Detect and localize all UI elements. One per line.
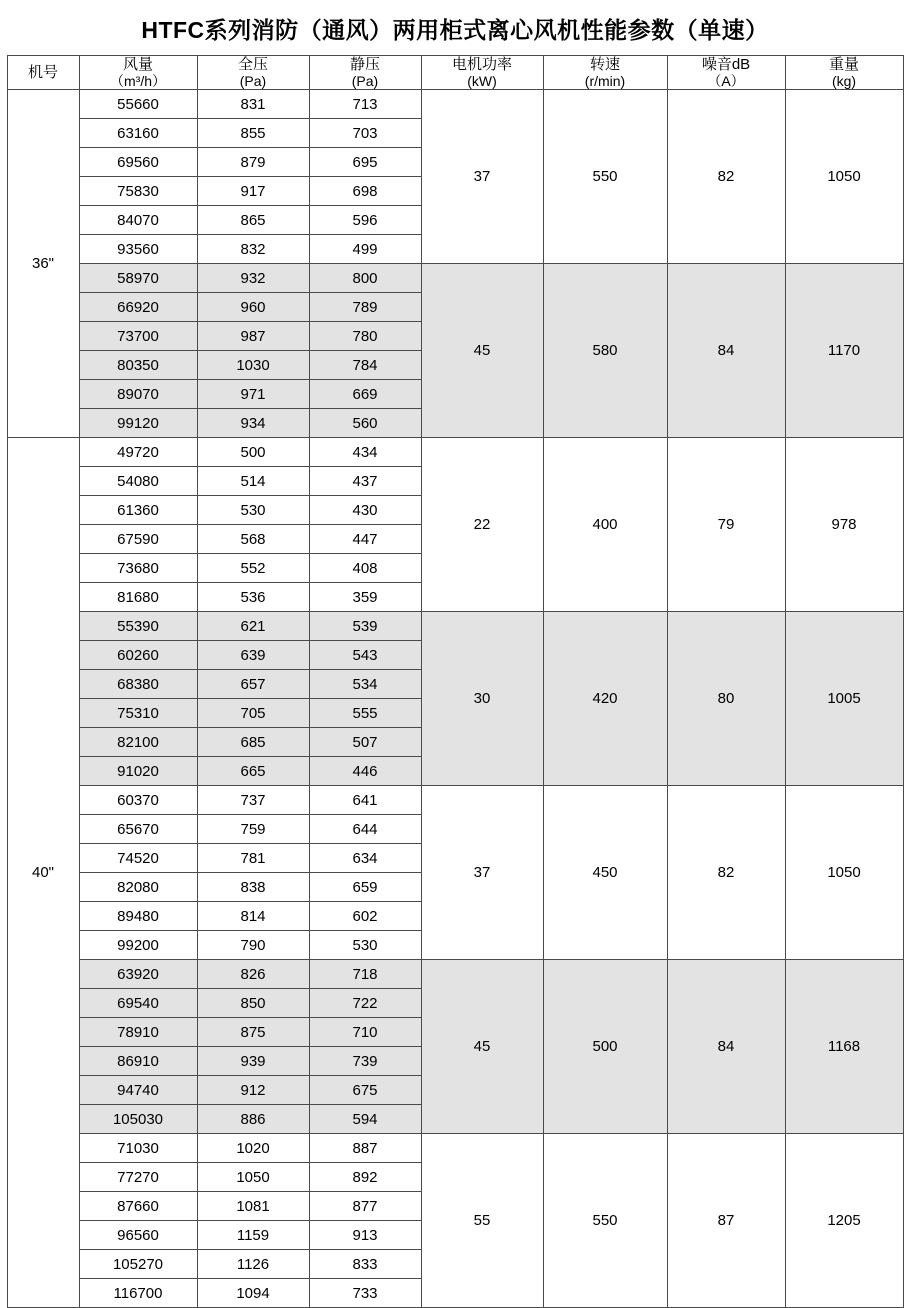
cell-total: 530 (197, 496, 309, 525)
cell-flow: 105030 (79, 1105, 197, 1134)
cell-total: 912 (197, 1076, 309, 1105)
cell-flow: 81680 (79, 583, 197, 612)
cell-total: 705 (197, 699, 309, 728)
cell-power: 37 (421, 786, 543, 960)
cell-flow: 94740 (79, 1076, 197, 1105)
cell-flow: 96560 (79, 1221, 197, 1250)
cell-total: 500 (197, 438, 309, 467)
cell-total: 514 (197, 467, 309, 496)
cell-flow: 54080 (79, 467, 197, 496)
table-row (7, 264, 903, 293)
cell-total: 960 (197, 293, 309, 322)
cell-power: 45 (421, 960, 543, 1134)
cell-total: 1126 (197, 1250, 309, 1279)
cell-total: 838 (197, 873, 309, 902)
header-motor-power-unit: (kW) (467, 73, 497, 90)
cell-static: 594 (309, 1105, 421, 1134)
cell-noise: 80 (667, 612, 785, 786)
cell-speed: 550 (543, 1134, 667, 1308)
table-row (7, 612, 903, 641)
cell-noise: 79 (667, 438, 785, 612)
cell-total: 855 (197, 119, 309, 148)
cell-static: 596 (309, 206, 421, 235)
cell-static: 659 (309, 873, 421, 902)
cell-flow: 63920 (79, 960, 197, 989)
cell-total: 917 (197, 177, 309, 206)
cell-total: 665 (197, 757, 309, 786)
header-total-pressure-main: 全压 (237, 56, 268, 73)
cell-total: 685 (197, 728, 309, 757)
cell-total: 568 (197, 525, 309, 554)
header-total-pressure-unit: (Pa) (239, 73, 267, 90)
cell-total: 850 (197, 989, 309, 1018)
header-weight-unit: (kg) (831, 73, 857, 90)
cell-flow: 77270 (79, 1163, 197, 1192)
cell-speed: 550 (543, 90, 667, 264)
cell-total: 552 (197, 554, 309, 583)
cell-total: 831 (197, 90, 309, 119)
header-model (7, 56, 79, 90)
table-header (7, 56, 903, 90)
cell-total: 639 (197, 641, 309, 670)
cell-total: 1159 (197, 1221, 309, 1250)
cell-static: 447 (309, 525, 421, 554)
header-weight-main: 重量 (828, 56, 859, 73)
cell-static: 722 (309, 989, 421, 1018)
cell-static: 644 (309, 815, 421, 844)
cell-flow: 71030 (79, 1134, 197, 1163)
cell-power: 37 (421, 90, 543, 264)
cell-flow: 82100 (79, 728, 197, 757)
cell-weight: 1168 (785, 960, 903, 1134)
cell-flow: 69540 (79, 989, 197, 1018)
cell-flow: 55390 (79, 612, 197, 641)
cell-flow: 75310 (79, 699, 197, 728)
cell-static: 698 (309, 177, 421, 206)
header-noise-main: 噪音dB (701, 56, 751, 73)
cell-static: 800 (309, 264, 421, 293)
cell-static: 543 (309, 641, 421, 670)
cell-static: 833 (309, 1250, 421, 1279)
cell-static: 887 (309, 1134, 421, 1163)
cell-flow: 91020 (79, 757, 197, 786)
cell-static: 789 (309, 293, 421, 322)
cell-flow: 49720 (79, 438, 197, 467)
header-motor-power (421, 56, 543, 90)
cell-total: 781 (197, 844, 309, 873)
cell-weight: 978 (785, 438, 903, 612)
cell-total: 814 (197, 902, 309, 931)
cell-flow: 66920 (79, 293, 197, 322)
header-static-pressure-unit: (Pa) (351, 73, 379, 90)
cell-static: 733 (309, 1279, 421, 1308)
header-row (7, 56, 903, 90)
cell-flow: 55660 (79, 90, 197, 119)
table-row (7, 1134, 903, 1163)
cell-noise: 82 (667, 90, 785, 264)
cell-static: 539 (309, 612, 421, 641)
cell-total: 657 (197, 670, 309, 699)
cell-model: 40" (7, 438, 79, 1308)
cell-flow: 93560 (79, 235, 197, 264)
cell-weight: 1170 (785, 264, 903, 438)
cell-static: 669 (309, 380, 421, 409)
cell-total: 1020 (197, 1134, 309, 1163)
cell-total: 832 (197, 235, 309, 264)
cell-flow: 84070 (79, 206, 197, 235)
cell-static: 718 (309, 960, 421, 989)
cell-static: 446 (309, 757, 421, 786)
cell-static: 703 (309, 119, 421, 148)
cell-flow: 63160 (79, 119, 197, 148)
cell-speed: 420 (543, 612, 667, 786)
table-row (7, 438, 903, 467)
cell-static: 784 (309, 351, 421, 380)
cell-flow: 99120 (79, 409, 197, 438)
cell-total: 790 (197, 931, 309, 960)
cell-static: 641 (309, 786, 421, 815)
header-speed-unit: (r/min) (584, 73, 626, 90)
header-noise-unit: （A） (707, 73, 745, 90)
cell-total: 1094 (197, 1279, 309, 1308)
cell-power: 22 (421, 438, 543, 612)
cell-speed: 400 (543, 438, 667, 612)
cell-total: 536 (197, 583, 309, 612)
cell-static: 430 (309, 496, 421, 525)
cell-flow: 89070 (79, 380, 197, 409)
cell-flow: 87660 (79, 1192, 197, 1221)
cell-static: 675 (309, 1076, 421, 1105)
cell-total: 934 (197, 409, 309, 438)
cell-static: 713 (309, 90, 421, 119)
cell-total: 932 (197, 264, 309, 293)
cell-flow: 75830 (79, 177, 197, 206)
cell-noise: 82 (667, 786, 785, 960)
cell-static: 434 (309, 438, 421, 467)
cell-static: 507 (309, 728, 421, 757)
cell-static: 560 (309, 409, 421, 438)
header-model-main: 机号 (27, 64, 58, 82)
cell-model: 36" (7, 90, 79, 438)
cell-flow: 73700 (79, 322, 197, 351)
cell-static: 359 (309, 583, 421, 612)
cell-total: 1050 (197, 1163, 309, 1192)
cell-speed: 450 (543, 786, 667, 960)
cell-flow: 68380 (79, 670, 197, 699)
cell-flow: 58970 (79, 264, 197, 293)
cell-static: 534 (309, 670, 421, 699)
table-body (7, 90, 903, 1308)
header-motor-power-main: 电机功率 (451, 56, 512, 73)
cell-static: 499 (309, 235, 421, 264)
cell-total: 865 (197, 206, 309, 235)
header-speed-main: 转速 (589, 56, 620, 73)
cell-static: 695 (309, 148, 421, 177)
cell-flow: 105270 (79, 1250, 197, 1279)
header-static-pressure (309, 56, 421, 90)
cell-flow: 69560 (79, 148, 197, 177)
header-static-pressure-main: 静压 (349, 56, 380, 73)
cell-static: 437 (309, 467, 421, 496)
cell-power: 30 (421, 612, 543, 786)
cell-speed: 580 (543, 264, 667, 438)
cell-total: 875 (197, 1018, 309, 1047)
cell-total: 759 (197, 815, 309, 844)
header-speed (543, 56, 667, 90)
cell-noise: 84 (667, 960, 785, 1134)
cell-flow: 80350 (79, 351, 197, 380)
header-flow-unit: （m³/h） (110, 73, 166, 90)
cell-static: 634 (309, 844, 421, 873)
cell-weight: 1050 (785, 786, 903, 960)
cell-flow: 73680 (79, 554, 197, 583)
cell-weight: 1005 (785, 612, 903, 786)
cell-flow: 82080 (79, 873, 197, 902)
cell-noise: 87 (667, 1134, 785, 1308)
cell-flow: 89480 (79, 902, 197, 931)
cell-total: 1030 (197, 351, 309, 380)
table-row (7, 786, 903, 815)
cell-flow: 67590 (79, 525, 197, 554)
cell-static: 602 (309, 902, 421, 931)
cell-total: 621 (197, 612, 309, 641)
cell-flow: 78910 (79, 1018, 197, 1047)
cell-power: 55 (421, 1134, 543, 1308)
cell-total: 1081 (197, 1192, 309, 1221)
header-noise (667, 56, 785, 90)
cell-flow: 60260 (79, 641, 197, 670)
table-row (7, 90, 903, 119)
cell-total: 826 (197, 960, 309, 989)
cell-static: 530 (309, 931, 421, 960)
cell-total: 939 (197, 1047, 309, 1076)
cell-flow: 99200 (79, 931, 197, 960)
cell-total: 737 (197, 786, 309, 815)
cell-noise: 84 (667, 264, 785, 438)
cell-static: 555 (309, 699, 421, 728)
cell-total: 971 (197, 380, 309, 409)
spec-table (7, 55, 904, 1308)
header-flow (79, 56, 197, 90)
table-row (7, 960, 903, 989)
cell-flow: 116700 (79, 1279, 197, 1308)
cell-static: 877 (309, 1192, 421, 1221)
cell-static: 739 (309, 1047, 421, 1076)
cell-flow: 65670 (79, 815, 197, 844)
header-flow-main: 风量 (122, 56, 153, 73)
cell-flow: 60370 (79, 786, 197, 815)
cell-static: 780 (309, 322, 421, 351)
cell-power: 45 (421, 264, 543, 438)
cell-total: 879 (197, 148, 309, 177)
cell-weight: 1050 (785, 90, 903, 264)
header-weight (785, 56, 903, 90)
cell-flow: 86910 (79, 1047, 197, 1076)
cell-static: 892 (309, 1163, 421, 1192)
cell-flow: 74520 (79, 844, 197, 873)
cell-weight: 1205 (785, 1134, 903, 1308)
cell-total: 886 (197, 1105, 309, 1134)
page-title: HTFC系列消防（通风）两用柜式离心风机性能参数（单速） (141, 17, 769, 43)
cell-total: 987 (197, 322, 309, 351)
cell-static: 710 (309, 1018, 421, 1047)
cell-flow: 61360 (79, 496, 197, 525)
header-total-pressure (197, 56, 309, 90)
cell-static: 913 (309, 1221, 421, 1250)
cell-static: 408 (309, 554, 421, 583)
cell-speed: 500 (543, 960, 667, 1134)
